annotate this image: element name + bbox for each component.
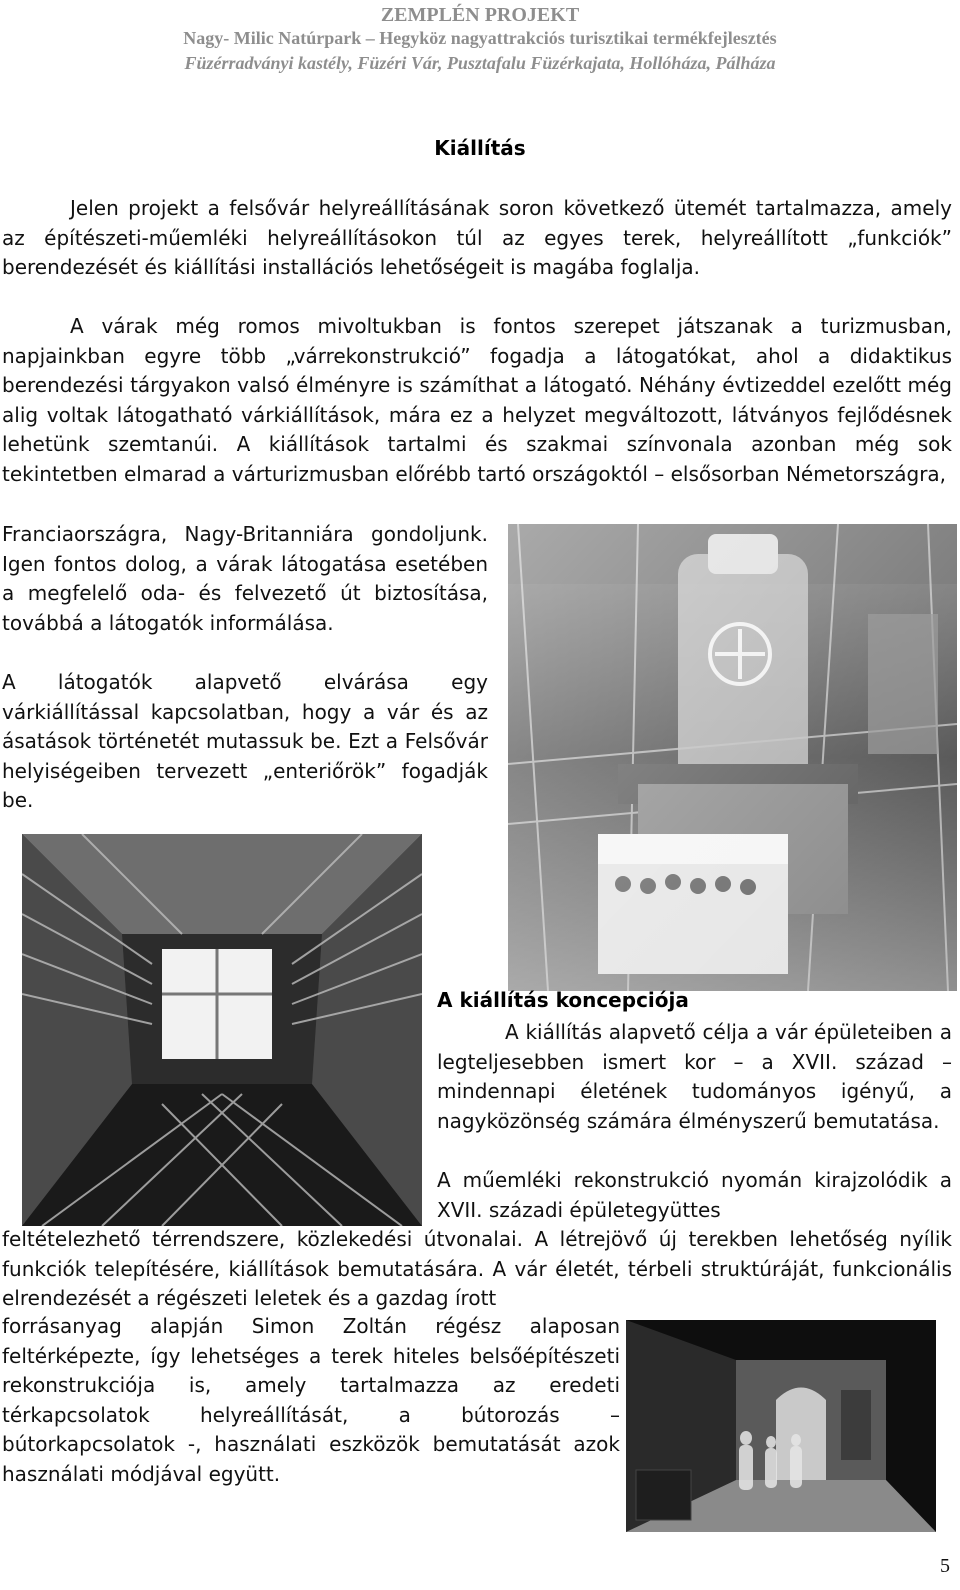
paragraph-visitors: A látogatók alapvető elvárása egy várkiállítással kapcsolatban, hogy a vár és az ásatások történetét mutassuk be. Ezt a Felsővár helyiségeiben tervezett „enteriőrök” fogadják be. bbox=[2, 670, 488, 813]
page-number: 5 bbox=[940, 1555, 950, 1577]
paragraph-intro bbox=[2, 194, 952, 283]
paragraph-countries: Franciaországra, Nagy-Britanniára gondoljunk. Igen fontos dolog, a várak látogatása esetében a megfelelő oda- és felvezető út biztosítása, továbbá a látogatók informálása. bbox=[2, 522, 488, 635]
paragraph-sources: forrásanyag alapján Simon Zoltán régész alaposan feltérképezte, így lehetséges a terek hiteles belsőépítészeti rekonstrukciója is, amely tartalmazza az eredeti térkapcsolatok helyreállítását, a bútorozás – bútorkapcsolatok -, használati eszközök bemutatását azok használati módjával együtt. bbox=[2, 1314, 620, 1486]
paragraph-intro-text: Jelen projekt a felsővár helyreállításának soron következő ütemét tartalmazza, amely az építészeti-műemléki helyreállításokon túl az egyes terek, helyreállított „funkciók” berendezését és kiállítási installációs lehetőségeit is magába foglalja. bbox=[2, 196, 952, 280]
paragraph-spaces: feltételezhető térrendszere, közlekedési útvonalai. A létrejövő új terekben lehetőség nyílik funkciók telepítésére, kiállítások bemutatására. A vár életét, térbeli struktúráját, funkcionális elrendezését a régészeti leletek és a gazdag írott bbox=[2, 1227, 952, 1311]
armory-room-photo bbox=[22, 834, 422, 1226]
paragraph-castles bbox=[2, 312, 952, 490]
page-title: Kiállítás bbox=[434, 136, 526, 160]
header-project: ZEMPLÉN PROJEKT bbox=[380, 4, 580, 26]
header-subtitle: Nagy- Milic Natúrpark – Hegyköz nagyattrakciós turisztikai termékfejlesztés bbox=[183, 28, 777, 48]
paragraph-castles-text: A várak még romos mivoltukban is fontos szerepet játszanak a turizmusban, napjainkban egyre több „várrekonstrukció” fogadja a látogatókat, ahol a didaktikus berendezési tárgyakon valsó élményre is számíthat a látogató. Néhány évtizeddel ezelőtt még alig voltak látogatható várkiállítások, mára ez a helyzet megváltozott, látványos fejlődésnek lehetünk szemtanúi. A kiállítások tartalmi és szakmai színvonala azonban még sok tekintetben elmarad a várturizmusban előrébb tartó országoktól – elsősorban Németországra, bbox=[2, 314, 952, 486]
section-title-concept: A kiállítás koncepciója bbox=[437, 988, 689, 1012]
paragraph-concept-text: A kiállítás alapvető célja a vár épületeiben a legteljesebben ismert kor – a XVII. század – mindennapi életének tudományos igényű, a nagyközönség számára élményszerű bemutatása. bbox=[437, 1020, 952, 1133]
header-locations: Füzérradványi kastély, Füzéri Vár, Pusztafalu Füzérkajata, Hollóháza, Pálháza bbox=[184, 53, 776, 73]
interior-visitors-render bbox=[626, 1320, 936, 1532]
paragraph-reconstruction: A műemléki rekonstrukció nyomán kirajzolódik a XVII. századi épületegyüttes bbox=[437, 1168, 952, 1222]
exhibition-showcase-photo bbox=[508, 524, 957, 991]
paragraph-concept bbox=[437, 1018, 952, 1136]
